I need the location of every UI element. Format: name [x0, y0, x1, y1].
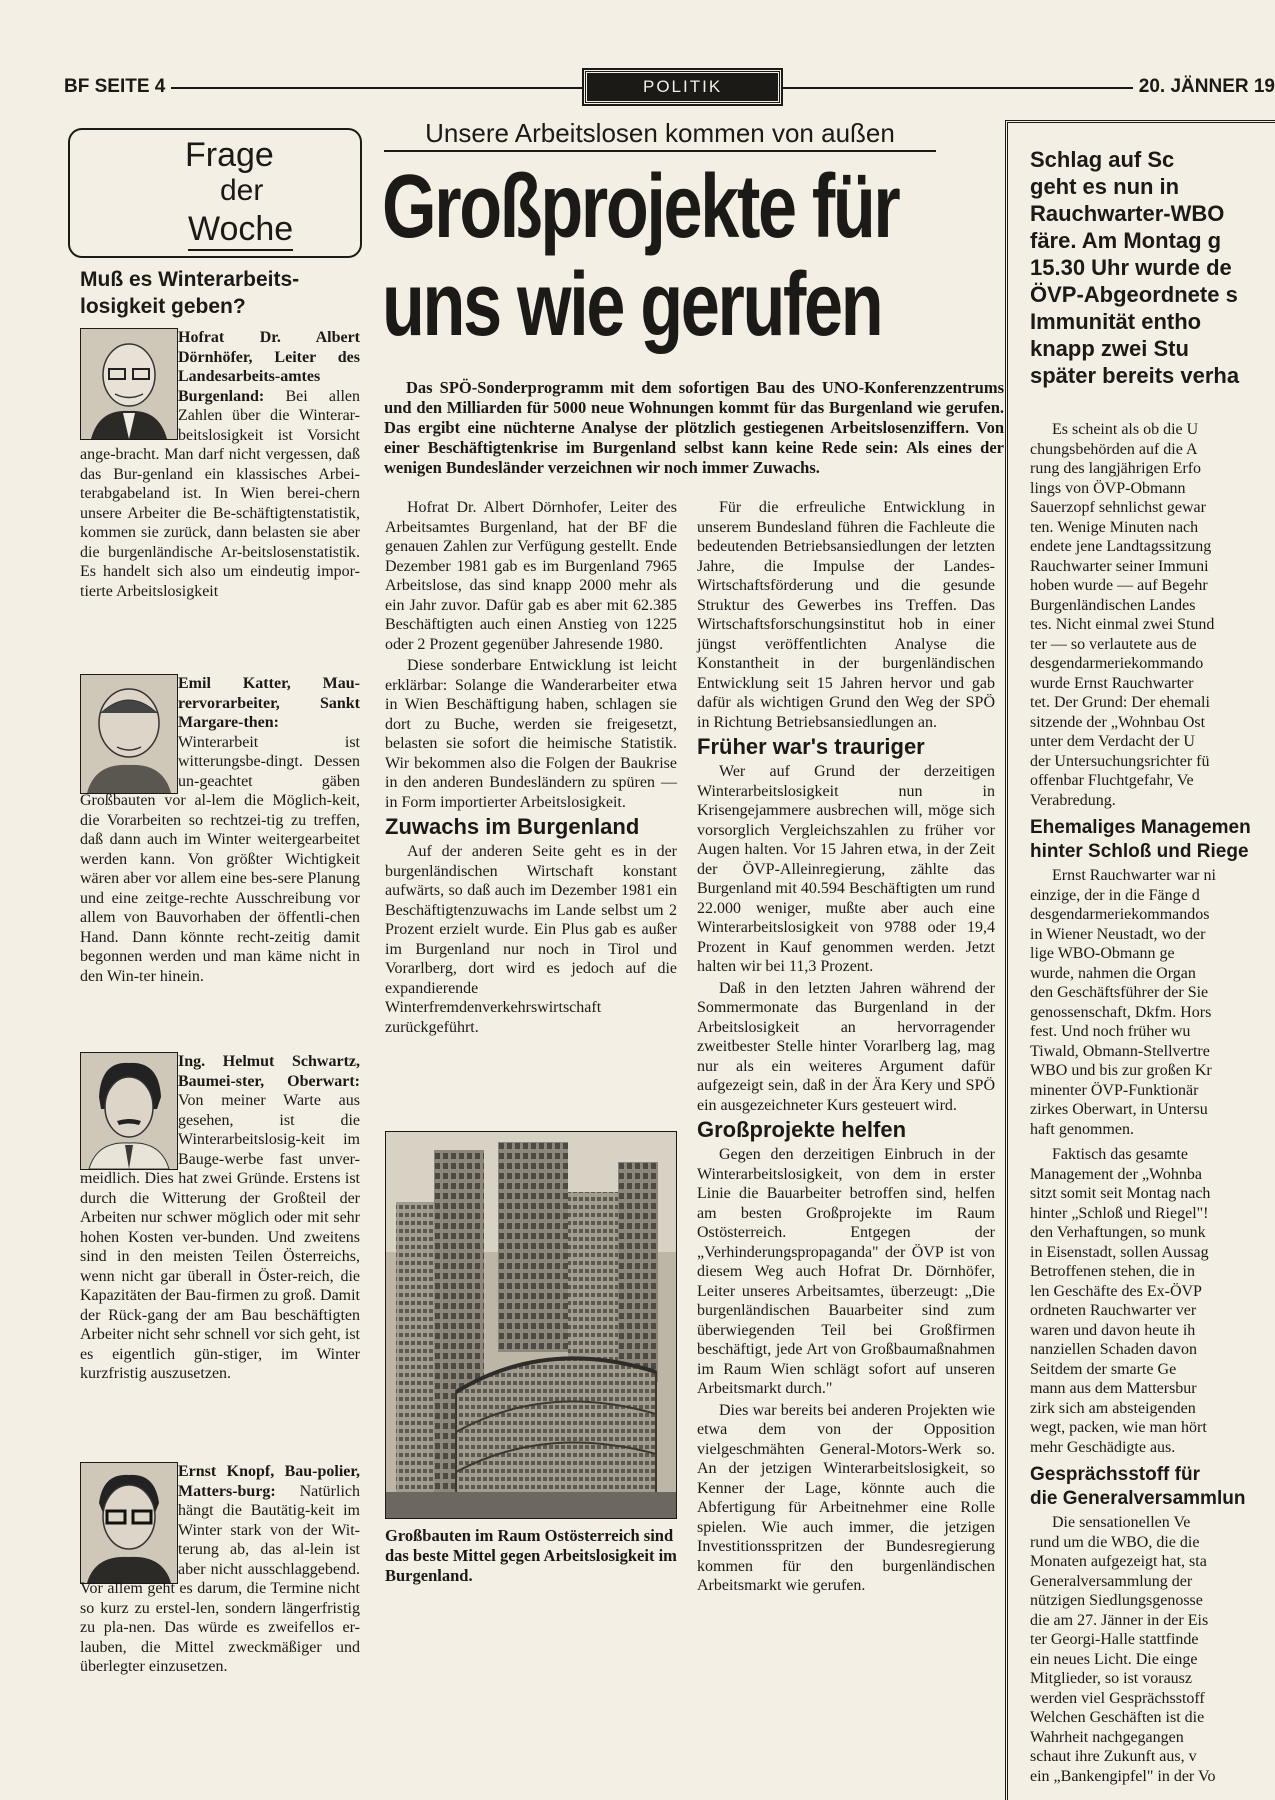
headline-line1: Großprojekte für [382, 157, 899, 257]
right-headline-line: knapp zwei Stu [1030, 336, 1189, 361]
paragraph: Auf der anderen Seite geht es in der burgenländischen Wirtschaft konstant aufwärts, so daß auch im Dezember 1981 ein Beschäftigtenzuwachs im Lande selbst um 2 Prozent erzielt wurde. Ein Plus gab es außer im Burgenland nur noch in Tirol und Vorarlberg, dort wird es jedoch auf die expandierende Winterfremdenverkehrswirtschaft zurückgeführt. [385, 843, 677, 1036]
interviewee-name: Hofrat Dr. Albert Dörnhöfer, Leiter des Landesarbeits-amtes Burgenland: [178, 329, 360, 405]
right-text-line: Management der „Wohnba [1030, 1165, 1202, 1183]
interviewee-name: Emil Katter, Mau-rervorarbeiter, Sankt Margare-then: [178, 675, 360, 731]
right-text-line: wegt, packen, wie man hört [1030, 1419, 1207, 1436]
article-column-2 [697, 498, 995, 1598]
paragraph: Diese sonderbare Entwicklung ist leicht erklärbar: Solange die Wanderarbeiter etwa in Wien Beschäftigung haben, schlagen sie dort zu Buche, werden sie freigesetzt, belasten sie sofort die heimische Statistik. Wir bekommen also die Folgen der Baukrise in den anderen Bundesländern zu spüren — in Form importierter Arbeitslosigkeit. [385, 657, 677, 811]
right-text-line: Verabredung. [1030, 791, 1116, 809]
right-text-line: offenbar Fluchtgefahr, Ve [1030, 772, 1194, 789]
subheading: Früher war's trauriger [697, 734, 925, 759]
portrait-photo [80, 1462, 178, 1574]
interviewee-answer: Natürlich hängt die Bautätig-keit im Winter stark von der Wit-terung ab, das al-lein ist aber nicht ausschlaggebend. Vor allem geht es darum, die Termine nicht so kurz zu erstel-len, sondern längerfristig zu pla-nen. Das würde es zweifellos er-lauben, die Mittel zweckmäßiger und überlegter einzusetzen. [80, 1482, 360, 1675]
right-text-line: schaut ihre Zukunft aus, v [1030, 1748, 1197, 1765]
right-text-line: Es scheint als ob die U [1052, 421, 1199, 438]
interviewee-answer: Bei allen Zahlen über die Winterar-beitslosigkeit ist Vorsicht ange-bracht. Man darf nicht vergessen, daß das Bur-genland ein klassisches Arbei-terabgabeland ist. In Wien berei-chern unsere Arbeiter die Be-schäftigtenstatistik, kommen sie zurück, dann belasten sie aber die burgenländische Ar-beitslosenstatistik. Es handelt sich also um eindeutig impor-tierte Arbeitslosigkeit [80, 387, 360, 600]
right-text-line: ordneten Rauchwarter ver [1030, 1302, 1197, 1319]
portrait-photo [80, 674, 178, 786]
frage-der-woche-box [68, 128, 362, 258]
right-text-line: Mitglieder, so ist vorausz [1030, 1670, 1192, 1687]
section-label: POLITIK [584, 70, 781, 104]
frage-title-line1: Frage [185, 136, 274, 174]
right-text-line: wurde, nahmen die Organ [1030, 964, 1196, 982]
interviewee-answer: Von meiner Warte aus gesehen, ist die Winterarbeitslosig-keit im Bauge-werbe fast unver-meidlich. Dies hat zwei Gründe. Erstens ist durch die Witterung der Großteil der Arbeiten nur schwer möglich oder mit sehr hohen Kosten ver-bunden. Und zweitens sind in den meisten Teilen Österreichs, wenn nicht gar überall in Öster-reich, die Kapazitäten der Bau-firmen zu groß. Damit der Rück-gang der am Bau beschäftigten Arbeiter nicht sehr schnell vor sich geht, ist es eigentlich gün-stiger, im Winter kurzfristig auszusetzen. [80, 1092, 360, 1382]
right-text-line: ter — so verlautete aus de [1030, 635, 1197, 653]
right-text-line: Wahrheit nachgegangen [1030, 1728, 1184, 1746]
headline-line2: uns wie gerufen [382, 255, 882, 355]
right-text-line: lige WBO-Obmann ge [1030, 945, 1175, 962]
right-text-line: desgendarmeriekommandos [1030, 906, 1210, 923]
right-text-line: in Wiener Neustadt, wo der [1030, 925, 1206, 943]
building-photo [385, 1131, 677, 1519]
right-text-line: sitzende der „Wohnbau Ost [1030, 713, 1206, 731]
right-paragraph [1030, 1513, 1275, 1786]
right-headline-line: geht es nun in [1030, 174, 1180, 199]
right-text-line: haft genommen. [1030, 1120, 1134, 1138]
right-paragraph [1030, 866, 1275, 1139]
right-column-text [1030, 420, 1275, 1792]
interview-entry [80, 1462, 360, 1677]
right-text-line: Ehemaliges Managemen [1030, 817, 1251, 838]
right-headline-line: färe. Am Montag g [1030, 228, 1222, 253]
right-text-line: nanziellen Schaden davon [1030, 1341, 1198, 1358]
right-text-line: fest. Und noch früher wu [1030, 1023, 1191, 1040]
right-text-line: rung des langjährigen Erfo [1030, 460, 1202, 477]
lead-paragraph: Das SPÖ-Sonderprogramm mit dem sofortigen Bau des UNO-Konferenzzentrums und den Milliarden für 5000 neue Wohnungen kommt für das Burgenland wie gerufen. Das ergibt eine nüchterne Analyse der plötzlich gestiegenen Arbeitslosenziffern. Von einer Beschäftigtenkrise im Burgenland selbst kann keine Rede sein: Als eines der wenigen Bundesländer verzeichnen wir noch immer Zuwachs. [384, 378, 1004, 477]
portrait-knopf [80, 1462, 178, 1584]
right-headline-line: Immunität entho [1030, 309, 1202, 334]
paragraph: Daß in den letzten Jahren während der Sommermonate das Burgenland in der Arbeitslosigkeit an hervorragender zweitbester Stelle hinter Vorarlberg lag, mag nur als ein weiteres Argument dafür aufgezeigt sein, daß in der Ära Kery und SPÖ ein ausgezeichneter Kurs gesteuert wird. [697, 979, 995, 1114]
frage-title-line3: Woche [188, 210, 293, 251]
right-text-line: der Untersuchungsrichter fü [1030, 752, 1210, 770]
right-text-line: genossenschaft, Dkfm. Hors [1030, 1003, 1212, 1021]
right-text-line: Die sensationellen Ve [1052, 1514, 1191, 1531]
portrait-katter [80, 674, 178, 794]
right-text-line: die am 27. Jänner in der Eis [1030, 1611, 1209, 1629]
right-text-line: Monaten aufgezeigt hat, sta [1030, 1553, 1207, 1570]
right-text-line: lings von ÖVP-Obmann [1030, 479, 1186, 497]
paragraph: Für die erfreuliche Entwicklung in unserem Bundesland führen die Fachleute die bedeutenden Betriebsansiedlungen der letzten Jahre, die Impulse der Landes-Wirtschaftsförderung und die gesunde Struktur des Gewerbes ins Treffen. Das Wirtschaftsforschungsinstitut hob in einer jüngst veröffentlichten Analyse die Konstantheit in der burgenländischen Entwicklung seit 15 Jahren hervor und gab dafür als wichtigen Grund den Weg der SPÖ in Richtung Betriebsansiedlungen an. [697, 499, 995, 731]
interview-entry [80, 328, 360, 601]
right-text-line: Rauchwarter seiner Immuni [1030, 557, 1209, 575]
right-text-line: den Geschäftsführer der Sie [1030, 984, 1209, 1001]
subheading: Großprojekte helfen [697, 1117, 907, 1142]
interviewee-name: Ernst Knopf, Bau-polier, Matters-burg: [178, 1463, 360, 1500]
right-text-line: WBO und bis zur großen Kr [1030, 1062, 1212, 1079]
interviewee-answer: Winterarbeit ist witterungsbe-dingt. Dessen un-geachtet gäben Großbauten vor al-lem die Möglich-keit, die Vorarbeiten so rechtzei-tig zu treffen, daß dann auch im Winter weitergearbeitet werden kann. Von größter Wichtigkeit wären aber vor allem eine bes-sere Planung und eine zeitge-rechte Ausschreibung vor allem von Bauvorhaben der öffentli-chen Hand. Dann könnte recht-zeitig damit begonnen werden und man käme nicht in den Win-ter hinein. [80, 733, 360, 985]
paragraph: Dies war bereits bei anderen Projekten wie etwa dem von der Opposition vielgeschmähten General-Motors-Werk so. An der jetzigen Winterarbeitslosigkeit, so Kenner der Lage, könnte auch die Abfertigung für Arbeitnehmer eine Rolle spielen. Wie auch immer, die jetzigen Investitionsspritzen der Bundesregierung kommen für den burgenländischen Arbeitsmarkt wie gerufen. [697, 1401, 995, 1594]
right-headline-line: später bereits verha [1030, 363, 1240, 388]
right-text-line: waren und davon heute ih [1030, 1321, 1196, 1339]
right-text-line: Gesprächsstoff für [1030, 1464, 1200, 1485]
right-text-line: wurde Ernst Rauchwarter [1030, 674, 1194, 692]
portrait-doernhoefer [80, 328, 178, 440]
right-text-line: hoben wurde — auf Begehr [1030, 577, 1208, 594]
right-text-line: ein neues Licht. Die einge [1030, 1650, 1198, 1668]
interviewee-name: Ing. Helmut Schwartz, Baumei-ster, Oberwart: [178, 1053, 360, 1090]
issue-date: 20. JÄNNER 19 [1133, 76, 1275, 98]
right-text-line: die Generalversammlun [1030, 1488, 1246, 1509]
right-text-line: tet. Der Grund: Der ehemali [1030, 694, 1210, 711]
photo-caption: Großbauten im Raum Ostösterreich sind das beste Mittel gegen Arbeitslosigkeit im Burgenland. [385, 1526, 677, 1585]
right-text-line: len Geschäfte des Ex-ÖVP [1030, 1282, 1202, 1300]
article-kicker: Unsere Arbeitslosen kommen von außen [384, 118, 936, 152]
frage-title-line2: der [220, 174, 264, 207]
portrait-photo [80, 328, 178, 440]
right-text-line: ein „Bankengipfel" in der Vo [1030, 1767, 1216, 1785]
right-text-line: zirkes Oberwart, in Untersu [1030, 1101, 1208, 1118]
right-text-line: mehr Geschädigte aus. [1030, 1438, 1176, 1456]
interview-entry [80, 674, 360, 986]
right-text-line: Seitdem der smarte Ge [1030, 1360, 1177, 1378]
right-paragraph [1030, 1145, 1275, 1457]
right-text-line: endete jene Landtagssitzung [1030, 538, 1212, 555]
right-text-line: minenter ÖVP-Funktionär [1030, 1081, 1199, 1099]
right-text-line: sitzt somit seit Montag nach [1030, 1185, 1211, 1202]
article-headline [382, 157, 899, 355]
right-text-line: zirk sich am absteigenden [1030, 1399, 1196, 1417]
page-header [64, 74, 1275, 102]
interview-entry [80, 1052, 360, 1384]
right-text-line: Faktisch das gesamte [1052, 1146, 1188, 1163]
right-text-line: rund um die WBO, die die [1030, 1533, 1200, 1551]
right-paragraph [1030, 420, 1275, 810]
right-headline-line: 15.30 Uhr wurde de [1030, 255, 1232, 280]
right-text-line: unter dem Verdacht der U [1030, 733, 1195, 750]
right-text-line: ten. Wenige Minuten nach [1030, 518, 1199, 536]
right-text-line: hinter Schloß und Riege [1030, 841, 1249, 862]
frage-question: Muß es Winterarbeits-losigkeit geben? [80, 268, 300, 318]
right-text-line: Sauerzopf sehnlichst gewar [1030, 499, 1206, 516]
article-column-1 [385, 498, 677, 1039]
right-headline [1030, 146, 1275, 389]
right-subheading [1030, 1463, 1275, 1511]
right-text-line: tes. Nicht einmal zwei Stund [1030, 616, 1215, 633]
right-text-line: Welchen Geschäften ist die [1030, 1709, 1205, 1726]
paragraph: Hofrat Dr. Albert Dörnhofer, Leiter des Arbeitsamtes Burgenland, hat der BF die genauen Zahlen zur Verfügung gestellt. Ende Dezember 1981 gab es im Burgenland 7965 Arbeitslose, das sind knapp 2000 mehr als ein Jahr zuvor. Dafür gab es aber mit 62.385 Beschäftigten auch einen Anstieg von 1225 oder 2 Prozent gegenüber Jahresende 1980. [385, 499, 677, 653]
right-text-line: werden viel Gesprächsstoff [1030, 1689, 1205, 1707]
page-number-label: BF SEITE 4 [64, 76, 171, 98]
right-text-line: nützigen Siedlungsgenosse [1030, 1592, 1203, 1609]
paragraph: Wer auf Grund der derzeitigen Winterarbeitslosigkeit nun in Krisengejammere ausbrechen will, möge sich vorsorglich Vergleichszahlen zu früher vor Augen halten. Vor 15 Jahren etwa, in der Zeit der ÖVP-Alleinregierung, zählte das Burgenland mit 40.594 Beschäftigten um rund 22.000 weniger, mußte aber auch eine Winterarbeitslosigkeit von 9788 oder 19,4 Prozent in Kauf genommen werden. Jetzt halten wir bei 11,3 Prozent. [697, 763, 995, 975]
right-headline-line: ÖVP-Abgeordnete s [1030, 282, 1238, 307]
right-text-line: chungsbehörden auf die A [1030, 440, 1198, 458]
right-text-line: einzige, der in die Fänge d [1030, 886, 1200, 904]
right-text-line: hinter „Schloß und Riegel"! [1030, 1204, 1209, 1222]
right-text-line: Generalversammlung der [1030, 1572, 1193, 1590]
right-text-line: den Verhaftungen, so munk [1030, 1224, 1206, 1241]
right-headline-line: Schlag auf Sc [1030, 147, 1175, 172]
portrait-schwartz [80, 1052, 178, 1170]
right-text-line: ter Georgi-Halle stattfinde [1030, 1631, 1199, 1648]
right-text-line: Betroffenen stehen, die in [1030, 1263, 1195, 1280]
article-lead [384, 378, 1004, 478]
right-text-line: desgendarmeriekommando [1030, 655, 1204, 672]
right-text-line: Tiwald, Obmann-Stellvertre [1030, 1042, 1210, 1060]
right-text-line: in Eisenstadt, sollen Aussag [1030, 1243, 1209, 1261]
right-subheading [1030, 816, 1275, 864]
right-text-line: Burgenländischen Landes [1030, 596, 1196, 614]
office-towers-image [386, 1132, 677, 1519]
subheading: Zuwachs im Burgenland [385, 814, 640, 839]
right-text-line: Ernst Rauchwarter war ni [1052, 867, 1216, 884]
right-headline-line: Rauchwarter-WBO [1030, 201, 1225, 226]
paragraph: Gegen den derzeitigen Einbruch in der Winterarbeitslosigkeit, von dem in erster Linie die Bauarbeiter betroffen sind, helfen am besten Großprojekte im Raum Ostösterreich. Entgegen der „Verhinderungspropaganda" der ÖVP ist von diesem Weg auch Hofrat Dr. Dörnhöfer, Leiter unseres Arbeitsamtes, überzeugt: „Die burgenländischen Bauarbeiter sind zum überwiegenden Teil bei Großfirmen beschäftigt, jede Art von Großbaumaßnahmen im Raum Wien schlägt sofort auf unseren Arbeitsmarkt durch." [697, 1146, 995, 1397]
right-text-line: mann aus dem Mattersbur [1030, 1380, 1197, 1397]
portrait-photo [80, 1052, 178, 1164]
